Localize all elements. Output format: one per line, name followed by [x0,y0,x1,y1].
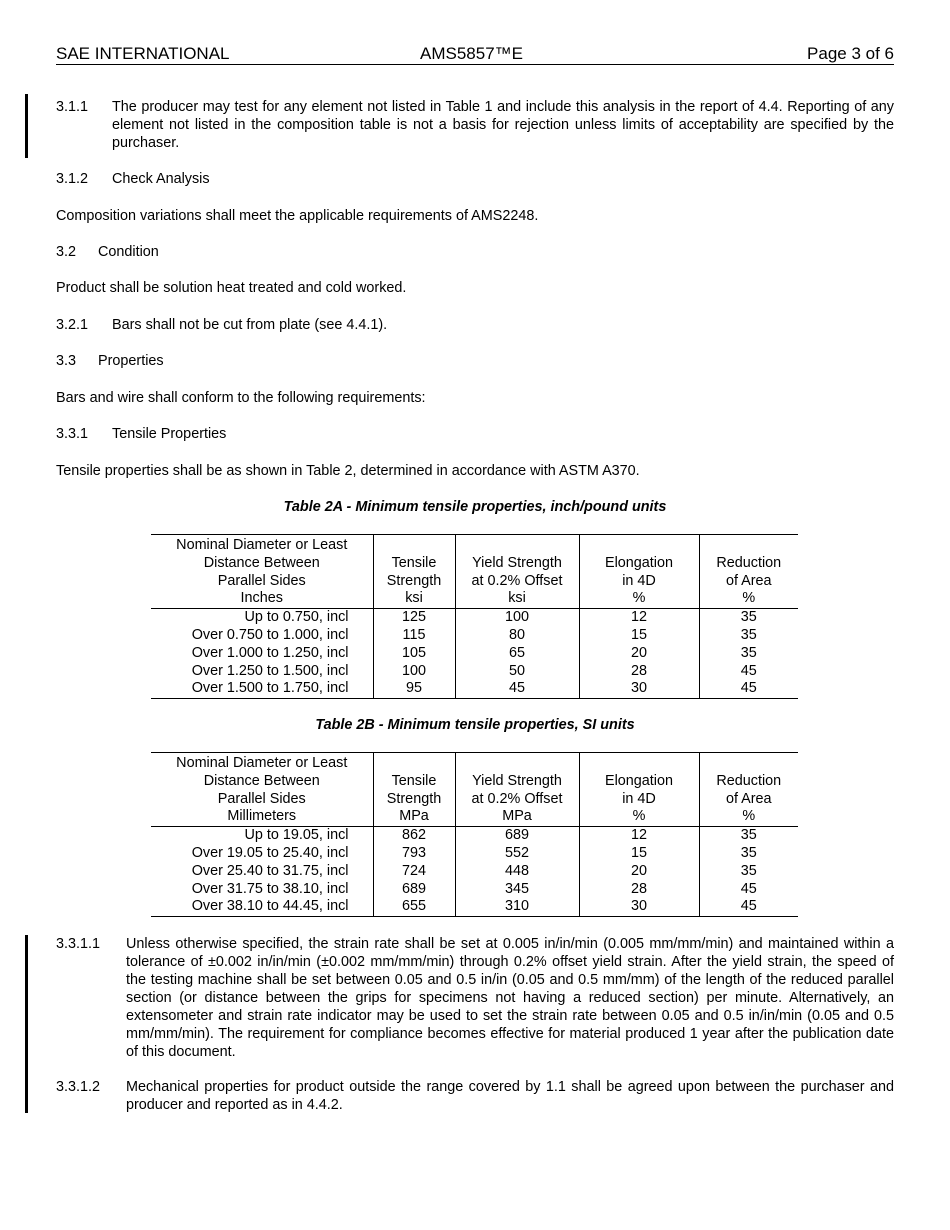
section-3-3 [56,352,894,370]
section-number: 3.3.1 [56,426,89,442]
section-number: 3.1.1 [56,99,89,115]
cell-tensile: 793 [373,845,455,863]
table-2b-caption: Table 2B - Minimum tensile properties, SI units [315,717,635,733]
cell-reduction: 35 [740,644,757,661]
cell-yield: 552 [455,845,579,863]
cell-yield: 80 [455,627,579,645]
cell-diameter: Up to 19.05, incl [151,827,373,845]
cell-tensile: 115 [373,627,455,645]
section-3-1-1 [56,98,894,152]
cell-yield: 45 [455,680,579,698]
table-row [151,845,798,863]
header-org: SAE INTERNATIONAL [56,44,230,63]
cell-elongation: 15 [579,627,699,645]
header-page-number: Page 3 of 6 [807,44,894,63]
table-header-row [151,535,798,609]
cell-tensile: 655 [373,898,455,916]
table-row [151,645,798,663]
col-header-diameter: Nominal Diameter or Least Distance Between Parallel Sides Millimeters [151,753,373,827]
col-header-elongation: Elongation in 4D % [579,753,699,827]
section-number: 3.3.1.1 [56,936,101,952]
section-title: Tensile Properties [112,426,227,442]
page-header [56,44,894,65]
cell-yield: 310 [455,898,579,916]
cell-elongation: 15 [579,845,699,863]
cell-elongation: 28 [579,881,699,899]
cell-diameter: Over 38.10 to 44.45, incl [151,898,373,916]
cell-tensile: 862 [373,827,455,845]
table-row [151,663,798,681]
section-text: Unless otherwise specified, the strain rate shall be set at 0.005 in/in/min (0.005 mm/mm/min) and maintained within a tolerance of ±0.002 in/in/min (±0.002 mm/mm/min) through 0.2% offset yield strain. After the yield strain, the speed of the testing machine shall be set between 0.05 and 0.5 in/in (0.05 and 0.5 mm/mm) of the length of the reduced parallel section (or distance between the grips for specimens not having a reduced section) per minute. Alternatively, an extensometer and strain rate indicator may be used to set the strain rate between 0.05 and 0.5 in/in/min (0.05 and 0.5 mm/mm/min). The requirement for compliance becomes effective for material produced 1 year after the publication date of this document. [126,936,894,1060]
paragraph-check-analysis: Composition variations shall meet the applicable requirements of AMS2248. [56,208,539,224]
section-3-3-1 [56,425,894,443]
section-text: Bars shall not be cut from plate (see 4.4.1). [112,317,388,333]
cell-yield: 345 [455,881,579,899]
table-row [151,680,798,698]
section-3-2-1 [56,316,894,334]
table-row [151,863,798,881]
cell-reduction: 45 [740,662,757,679]
section-number: 3.3.1.2 [56,1079,101,1095]
cell-tensile: 95 [373,680,455,698]
section-text: The producer may test for any element not listed in Table 1 and include this analysis in the report of 4.4. Reporting of any element not listed in the composition table is not a basis for rejection unless limits of acceptability are specified by the purchaser. [112,99,894,151]
section-number: 3.1.2 [56,171,89,187]
table-row [151,609,798,627]
table-header-row [151,753,798,827]
cell-reduction: 35 [740,844,757,861]
col-header-elongation: Elongation in 4D % [579,535,699,609]
section-3-3-1-1 [56,935,894,1061]
cell-reduction: 45 [699,898,798,916]
cell-reduction: 35 [740,827,757,844]
cell-reduction: 45 [740,880,757,897]
header-doc-number: AMS5857™E [420,44,523,63]
cell-elongation: 20 [579,863,699,881]
col-header-yield: Yield Strength at 0.2% Offset ksi [455,535,579,609]
cell-reduction: 35 [740,862,757,879]
cell-tensile: 100 [373,663,455,681]
cell-diameter: Over 19.05 to 25.40, incl [151,845,373,863]
cell-elongation: 12 [579,827,699,845]
paragraph-tensile: Tensile properties shall be as shown in Table 2, determined in accordance with ASTM A370. [56,463,640,479]
col-header-yield: Yield Strength at 0.2% Offset MPa [455,753,579,827]
cell-tensile: 724 [373,863,455,881]
cell-tensile: 689 [373,881,455,899]
col-header-reduction: Reduction of Area % [699,535,798,609]
section-number: 3.3 [56,353,77,369]
cell-elongation: 30 [579,898,699,916]
table-2b [151,752,798,917]
cell-reduction: 45 [699,680,798,698]
table-row [151,881,798,899]
cell-diameter: Over 1.000 to 1.250, incl [151,645,373,663]
cell-diameter: Over 1.250 to 1.500, incl [151,663,373,681]
cell-diameter: Over 25.40 to 31.75, incl [151,863,373,881]
cell-elongation: 28 [579,663,699,681]
cell-elongation: 12 [579,609,699,627]
cell-elongation: 20 [579,645,699,663]
section-title: Check Analysis [112,171,210,187]
col-header-reduction: Reduction of Area % [699,753,798,827]
cell-diameter: Over 31.75 to 38.10, incl [151,881,373,899]
cell-diameter: Over 1.500 to 1.750, incl [151,680,373,698]
cell-diameter: Over 0.750 to 1.000, incl [151,627,373,645]
table-2a-caption: Table 2A - Minimum tensile properties, inch/pound units [283,499,667,515]
cell-tensile: 125 [373,609,455,627]
cell-diameter: Up to 0.750, incl [151,609,373,627]
cell-yield: 50 [455,663,579,681]
paragraph-condition: Product shall be solution heat treated and cold worked. [56,280,407,296]
section-number: 3.2.1 [56,317,89,333]
cell-reduction: 35 [740,609,757,626]
change-bar [25,94,28,158]
cell-reduction: 35 [740,626,757,643]
table-row [151,627,798,645]
section-title: Condition [98,244,159,260]
col-header-diameter: Nominal Diameter or Least Distance Between Parallel Sides Inches [151,535,373,609]
section-title: Properties [98,353,164,369]
cell-yield: 100 [455,609,579,627]
col-header-tensile: Tensile Strength MPa [373,753,455,827]
table-row [151,827,798,845]
section-3-3-1-2 [56,1078,894,1114]
cell-yield: 689 [455,827,579,845]
table-2a [151,534,798,699]
cell-tensile: 105 [373,645,455,663]
table-row [151,898,798,916]
col-header-tensile: Tensile Strength ksi [373,535,455,609]
change-bar [25,935,28,1113]
section-3-1-2 [56,170,894,188]
cell-yield: 65 [455,645,579,663]
cell-elongation: 30 [579,680,699,698]
cell-yield: 448 [455,863,579,881]
section-number: 3.2 [56,244,77,260]
section-text: Mechanical properties for product outside the range covered by 1.1 shall be agreed upon between the purchaser and producer and reported as in 4.4.2. [126,1079,894,1113]
section-3-2 [56,243,894,261]
paragraph-properties: Bars and wire shall conform to the following requirements: [56,390,426,406]
